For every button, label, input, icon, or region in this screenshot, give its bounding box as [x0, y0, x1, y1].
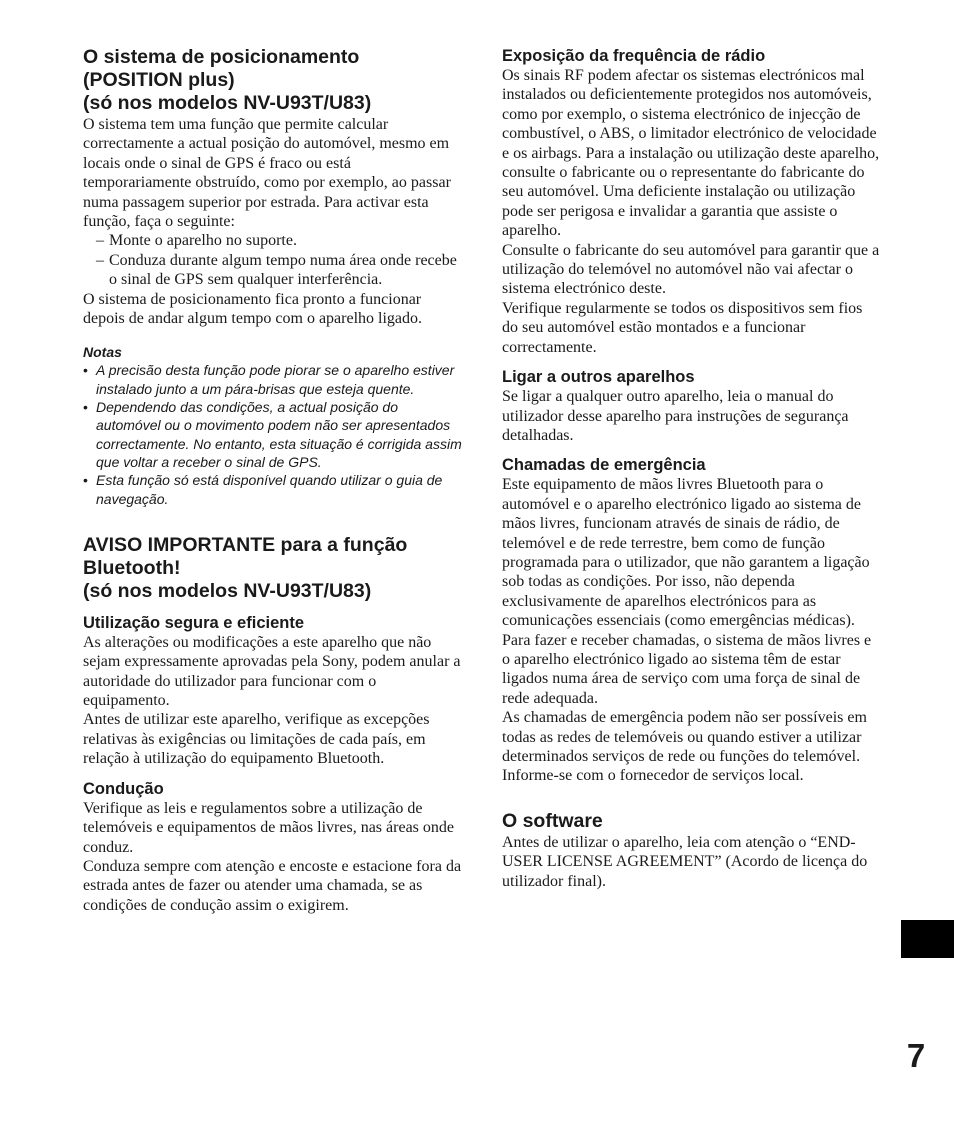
rf-exposure-paragraph-2: Consulte o fabricante do seu automóvel para garantir que a utilização do telemóvel no automóvel não vai afectar o sistema electrónico deste.	[502, 241, 880, 298]
bluetooth-title-line-3: (só nos modelos NV-U93T/U83)	[83, 579, 372, 602]
position-step-2: – Conduza durante algum tempo numa área onde recebe o sinal de GPS sem qualquer interferência.	[83, 251, 463, 290]
emergency-calls-paragraph-3: As chamadas de emergência podem não ser possíveis em todas as redes de telemóveis ou quando estiver a utilizar determinados serviços de rede ou funções do telemóvel.	[502, 709, 867, 765]
bluetooth-title-line-1: AVISO IMPORTANTE para a função	[83, 533, 408, 556]
rf-exposure-paragraph-3: Verifique regularmente se todos os dispositivos sem fios do seu automóvel estão montados e a funcionar correctamente.	[502, 299, 863, 356]
note-item-3: • Esta função só está disponível quando utilizar o guia de navegação.	[83, 471, 463, 508]
note-item-2: • Dependendo das condições, a actual posição do automóvel ou o movimento podem não ser apresentados correctamente. No entanto, esta situação é corrigida assim que voltar a receber o sinal de GPS.	[83, 398, 463, 471]
position-title-line-1: O sistema de posicionamento	[83, 46, 360, 68]
note-item-1: • A precisão desta função pode piorar se o aparelho estiver instalado junto a um pára-brisas que esteja quente.	[83, 361, 463, 398]
safe-use-paragraph-1: As alterações ou modificações a este aparelho que não sejam expressamente aprovadas pela Sony, podem anular a autoridade do utilizador para funcionar com o equipamento.	[83, 633, 461, 710]
other-devices-paragraph: Se ligar a qualquer outro aparelho, leia o manual do utilizador desse aparelho para instruções de segurança detalhadas.	[502, 388, 849, 444]
position-step-1: – Monte o aparelho no suporte.	[83, 231, 463, 250]
emergency-calls-heading: Chamadas de emergência	[502, 456, 706, 475]
driving-heading: Condução	[83, 779, 164, 798]
position-title-line-2: (POSITION plus)	[83, 69, 235, 91]
driving-paragraph-1: Verifique as leis e regulamentos sobre a utilização de telemóveis e equipamentos de mãos livres, nas áreas onde conduz.	[83, 799, 454, 856]
driving-paragraph-2: Conduza sempre com atenção e encoste e estacione fora da estrada antes de fazer ou atender uma chamada, se as condições de condução assim o exigirem.	[83, 857, 462, 914]
emergency-calls-paragraph-2: Para fazer e receber chamadas, o sistema de mãos livres e o aparelho electrónico ligado ao sistema têm de estar ligados numa área de serviço com uma força de sinal de rede adequada.	[502, 631, 872, 707]
safe-use-heading: Utilização segura e eficiente	[83, 613, 305, 632]
position-title-line-3: (só nos modelos NV-U93T/U83)	[83, 92, 372, 114]
bluetooth-section-title	[83, 534, 463, 603]
emergency-calls-paragraph-4: Informe-se com o fornecedor de serviços local.	[502, 767, 804, 785]
software-heading: O software	[502, 809, 603, 832]
section-tab-marker	[901, 920, 954, 958]
page-number: 7	[906, 1037, 926, 1074]
position-intro-paragraph: O sistema tem uma função que permite calcular correctamente a actual posição do automóvel, mesmo em locais onde o sinal de GPS é fraco ou está temporariamente obstruído, como por exemplo, ao passar numa passagem superior por estrada. Para activar esta função, faça o seguinte:	[83, 116, 451, 231]
position-section-title	[83, 46, 463, 115]
software-paragraph: Antes de utilizar o aparelho, leia com atenção o “END-USER LICENSE AGREEMENT” (Acordo de licença do utilizador final).	[502, 833, 868, 890]
right-column	[502, 46, 882, 891]
safe-use-paragraph-2: Antes de utilizar este aparelho, verifique as excepções relativas às exigências ou limitações de cada país, em relação à utilização do equipamento Bluetooth.	[83, 711, 430, 768]
bluetooth-title-line-2: Bluetooth!	[83, 556, 181, 579]
rf-exposure-heading: Exposição da frequência de rádio	[502, 47, 766, 65]
rf-exposure-paragraph-1: Os sinais RF podem afectar os sistemas electrónicos mal instalados ou deficientemente protegidos nos automóveis, como por exemplo, o sistema electrónico de injecção de combustível, o ABS, o limitador electrónico de velocidade e os airbags. Para a instalação ou utilização deste aparelho, consulte o fabricante ou o representante do fabricante do seu automóvel. Uma deficiente instalação ou utilização pode ser perigosa e invalidar a garantia que assiste o aparelho.	[502, 67, 880, 240]
left-column	[83, 46, 463, 915]
notes-heading: Notas	[83, 344, 122, 361]
position-outro-paragraph: O sistema de posicionamento fica pronto a funcionar depois de andar algum tempo com o aparelho ligado.	[83, 290, 423, 328]
emergency-calls-paragraph-1: Este equipamento de mãos livres Bluetooth para o automóvel e o aparelho electrónico ligado ao sistema de mãos livres, funcionam através de sinais de rádio, de telemóvel e de rede terrestre, bem como de função programada para o utilizador, que não garantem a ligação sob todas as condições. Por isso, não dependa exclusivamente de aparelhos electrónicos para as comunicações essenciais (como emergências médicas).	[502, 476, 870, 630]
other-devices-heading: Ligar a outros aparelhos	[502, 368, 695, 387]
